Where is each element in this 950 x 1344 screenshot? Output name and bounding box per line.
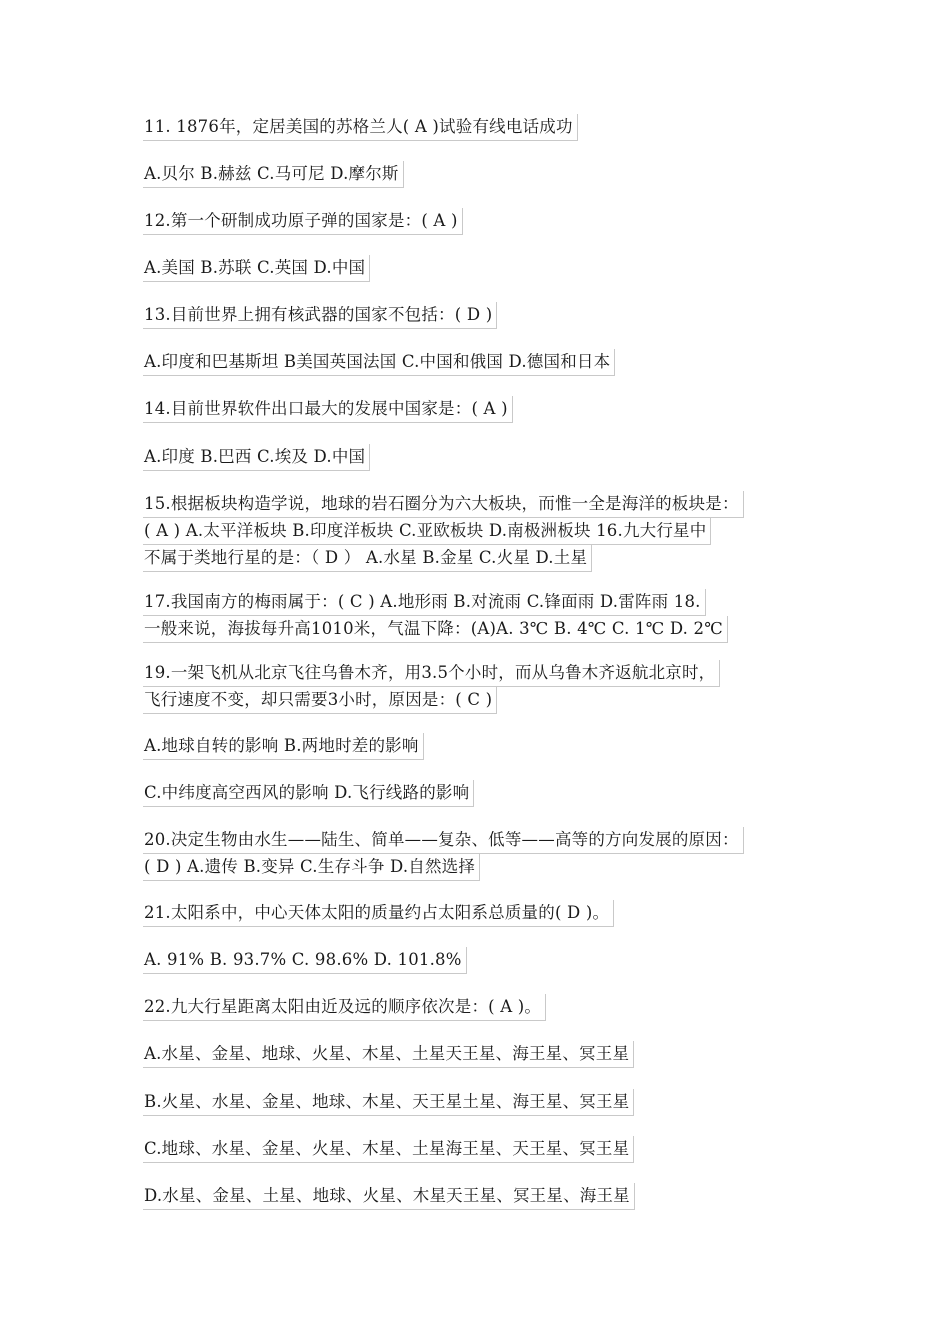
option-22-d bbox=[143, 1183, 635, 1210]
text-line: 19.一架飞机从北京飞往乌鲁木齐，用3.5个小时，而从乌鲁木齐返航北京时， bbox=[143, 660, 720, 687]
text-line: A. 91% B. 93.7% C. 98.6% D. 101.8% bbox=[143, 947, 467, 974]
text-line: ( A ) A.太平洋板块 B.印度洋板块 C.亚欧板块 D.南极洲板块 16.九大行星中 bbox=[143, 518, 711, 545]
question-14 bbox=[143, 396, 513, 423]
question-15-16 bbox=[143, 491, 744, 572]
question-12 bbox=[143, 208, 463, 235]
text-line: A.水星、金星、地球、火星、木星、土星天王星、海王星、冥王星 bbox=[143, 1041, 634, 1068]
options-11 bbox=[143, 161, 404, 188]
options-13 bbox=[143, 349, 615, 376]
text-line: ( D ) A.遗传 B.变异 C.生存斗争 D.自然选择 bbox=[143, 854, 480, 881]
question-19 bbox=[143, 660, 720, 714]
option-22-b bbox=[143, 1089, 634, 1116]
options-12 bbox=[143, 255, 370, 282]
option-22-c bbox=[143, 1136, 634, 1163]
question-11 bbox=[143, 114, 578, 141]
text-line: 20.决定生物由水生——陆生、简单——复杂、低等——高等的方向发展的原因： bbox=[143, 827, 744, 854]
question-13 bbox=[143, 302, 497, 329]
text-line: 14.目前世界软件出口最大的发展中国家是：( A ) bbox=[143, 396, 513, 423]
text-line: 15.根据板块构造学说，地球的岩石圈分为六大板块，而惟一全是海洋的板块是： bbox=[143, 491, 744, 518]
text-line: A.贝尔 B.赫兹 C.马可尼 D.摩尔斯 bbox=[143, 161, 404, 188]
question-17-18 bbox=[143, 589, 728, 643]
text-line: C.地球、水星、金星、火星、木星、土星海王星、天王星、冥王星 bbox=[143, 1136, 634, 1163]
text-line: 12.第一个研制成功原子弹的国家是：( A ) bbox=[143, 208, 463, 235]
text-line: 不属于类地行星的是：（ D ） A.水星 B.金星 C.火星 D.土星 bbox=[143, 545, 592, 572]
text-line: 一般来说，海拔每升高1010米，气温下降：(A)A. 3℃ B. 4℃ C. 1℃ D. 2℃ bbox=[143, 616, 728, 643]
text-line: 11. 1876年，定居美国的苏格兰人( A )试验有线电话成功 bbox=[143, 114, 578, 141]
options-14 bbox=[143, 444, 370, 471]
text-line: D.水星、金星、土星、地球、火星、木星天王星、冥王星、海王星 bbox=[143, 1183, 635, 1210]
option-22-a bbox=[143, 1041, 634, 1068]
text-line: 13.目前世界上拥有核武器的国家不包括：( D ) bbox=[143, 302, 497, 329]
text-line: C.中纬度高空西风的影响 D.飞行线路的影响 bbox=[143, 780, 474, 807]
question-20 bbox=[143, 827, 744, 881]
text-line: 飞行速度不变，却只需要3小时，原因是：( C ) bbox=[143, 687, 497, 714]
options-19-a bbox=[143, 733, 424, 760]
text-line: A.美国 B.苏联 C.英国 D.中国 bbox=[143, 255, 370, 282]
text-line: 17.我国南方的梅雨属于：( C ) A.地形雨 B.对流雨 C.锋面雨 D.雷阵雨 18. bbox=[143, 589, 706, 616]
question-22 bbox=[143, 994, 546, 1021]
text-line: 21.太阳系中，中心天体太阳的质量约占太阳系总质量的( D )。 bbox=[143, 900, 614, 927]
question-21 bbox=[143, 900, 614, 927]
options-21 bbox=[143, 947, 467, 974]
text-line: A.地球自转的影响 B.两地时差的影响 bbox=[143, 733, 424, 760]
text-line: 22.九大行星距离太阳由近及远的顺序依次是：( A )。 bbox=[143, 994, 546, 1021]
text-line: A.印度 B.巴西 C.埃及 D.中国 bbox=[143, 444, 370, 471]
options-19-b bbox=[143, 780, 474, 807]
text-line: B.火星、水星、金星、地球、木星、天王星土星、海王星、冥王星 bbox=[143, 1089, 634, 1116]
text-line: A.印度和巴基斯坦 B美国英国法国 C.中国和俄国 D.德国和日本 bbox=[143, 349, 615, 376]
